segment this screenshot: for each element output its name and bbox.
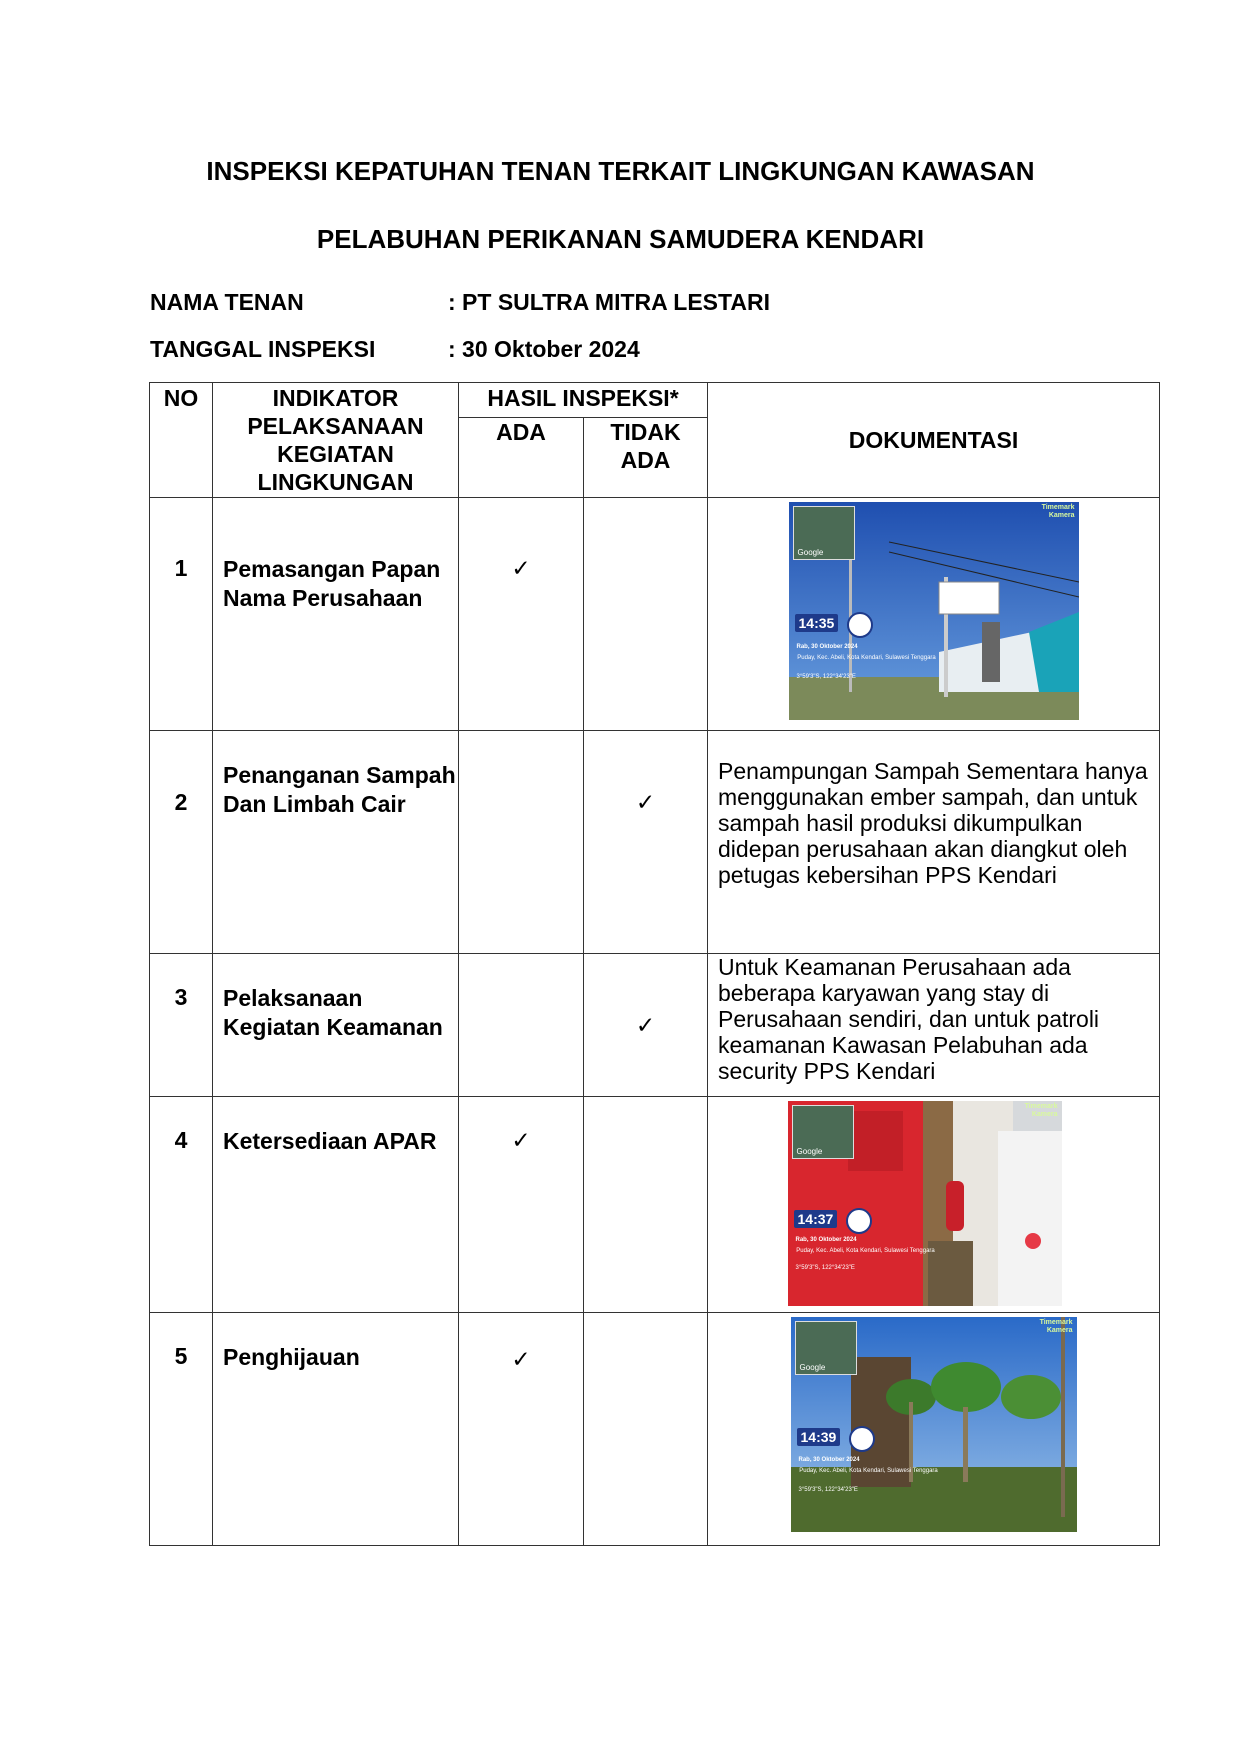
documentation-photo (791, 1317, 1077, 1532)
timestamp-location: Puday, Kec. Abeli, Kota Kendari, Sulawesi Tenggara (796, 1248, 935, 1254)
row-number: 5 (150, 1313, 213, 1546)
ada-check-icon: ✓ (459, 1097, 584, 1313)
documentation-photo (788, 1101, 1062, 1306)
documentation-cell (708, 498, 1160, 731)
watermark-brand-sub: Kamera (1046, 1327, 1073, 1334)
row-indicator: Penghijauan (213, 1313, 459, 1546)
map-thumbnail (795, 1321, 857, 1375)
watermark-brand-name: Timemark (1039, 1319, 1073, 1326)
tidak-ada-cell (584, 1097, 708, 1313)
ada-check-icon: ✓ (459, 498, 584, 731)
timestamp-coords: 3°59'3"S, 122°34'23"E (796, 674, 856, 680)
timestamp-time: 14:39 (797, 1428, 841, 1446)
table-row (150, 1097, 1160, 1313)
header-no: NO (150, 383, 213, 498)
map-label: Google (799, 1363, 826, 1372)
timestamp-location: Puday, Kec. Abeli, Kota Kendari, Sulawesi Tenggara (797, 655, 936, 661)
inspection-date-label: TANGGAL INSPEKSI (150, 336, 376, 362)
watermark-brand (1040, 1319, 1073, 1335)
header-indicator: INDIKATOR PELAKSANAAN KEGIATAN LINGKUNGAN (213, 383, 459, 498)
watermark-brand-sub: Kamera (1048, 512, 1075, 519)
documentation-cell (708, 1313, 1160, 1546)
table-row (150, 498, 1160, 731)
row-number: 4 (150, 1097, 213, 1313)
timestamp-coords: 3°59'3"S, 122°34'23"E (795, 1265, 855, 1271)
timestamp-date: Rab, 30 Oktober 2024 (798, 1457, 860, 1463)
documentation-text: Penampungan Sampah Sementara hanya menggunakan ember sampah, dan untuk sampah hasil produksi dikumpulkan didepan perusahaan akan diangkut oleh petugas kebersihan PPS Kendari (708, 731, 1160, 954)
tenant-label: NAMA TENAN (150, 289, 304, 315)
table-row (150, 954, 1160, 1097)
inspection-date-info (150, 336, 640, 363)
inspection-table (149, 382, 1160, 1546)
map-label: Google (797, 548, 824, 557)
header-documentation: DOKUMENTASI (708, 383, 1160, 498)
row-indicator: Pemasangan Papan Nama Perusahaan (213, 498, 459, 731)
map-thumbnail (793, 506, 855, 560)
row-indicator: Penanganan Sampah Dan Limbah Cair (213, 731, 459, 954)
row-number: 1 (150, 498, 213, 731)
watermark-brand-name: Timemark (1024, 1103, 1058, 1110)
header-ada: ADA (459, 418, 584, 498)
ada-cell (459, 954, 584, 1097)
timestamp-date: Rab, 30 Oktober 2024 (795, 1237, 857, 1243)
ada-check-icon: ✓ (459, 1313, 584, 1546)
documentation-text: Untuk Keamanan Perusahaan ada beberapa karyawan yang stay di Perusahaan sendiri, dan untuk patroli keamanan Kawasan Pelabuhan ada security PPS Kendari (708, 954, 1160, 1097)
watermark-brand-name: Timemark (1041, 504, 1075, 511)
inspection-date-value: : 30 Oktober 2024 (448, 336, 640, 362)
row-indicator: Pelaksanaan Kegiatan Keamanan (213, 954, 459, 1097)
table-row (150, 731, 1160, 954)
timestamp-location: Puday, Kec. Abeli, Kota Kendari, Sulawesi Tenggara (799, 1468, 938, 1474)
map-label: Google (796, 1147, 823, 1156)
row-number: 3 (150, 954, 213, 1097)
timestamp-coords: 3°59'3"S, 122°34'23"E (798, 1487, 858, 1493)
tidak-ada-cell (584, 1313, 708, 1546)
ada-cell (459, 731, 584, 954)
tenant-value: : PT SULTRA MITRA LESTARI (448, 289, 770, 315)
timestamp-date: Rab, 30 Oktober 2024 (796, 644, 858, 650)
agency-logo-icon (846, 1208, 872, 1234)
tidak-ada-cell (584, 498, 708, 731)
agency-logo-icon (849, 1426, 875, 1452)
tenant-info (150, 289, 770, 316)
watermark-brand-sub: Kamera (1031, 1111, 1058, 1118)
row-number: 2 (150, 731, 213, 954)
documentation-cell (708, 1097, 1160, 1313)
table-row (150, 1313, 1160, 1546)
timestamp-time: 14:35 (795, 614, 839, 632)
header-inspection-result: HASIL INSPEKSI* (459, 383, 708, 418)
tidak-ada-check-icon: ✓ (584, 731, 708, 954)
map-thumbnail (792, 1105, 854, 1159)
watermark-brand (1025, 1103, 1058, 1119)
documentation-photo (789, 502, 1079, 720)
agency-logo-icon (847, 612, 873, 638)
tidak-ada-check-icon: ✓ (584, 954, 708, 1097)
watermark-brand (1042, 504, 1075, 520)
header-tidak-ada: TIDAK ADA (584, 418, 708, 498)
row-indicator: Ketersediaan APAR (213, 1097, 459, 1313)
document-title-line-2: PELABUHAN PERIKANAN SAMUDERA KENDARI (316, 224, 925, 254)
timestamp-time: 14:37 (794, 1210, 838, 1228)
document-title-line-1: INSPEKSI KEPATUHAN TENAN TERKAIT LINGKUNGAN KAWASAN (206, 156, 1035, 186)
